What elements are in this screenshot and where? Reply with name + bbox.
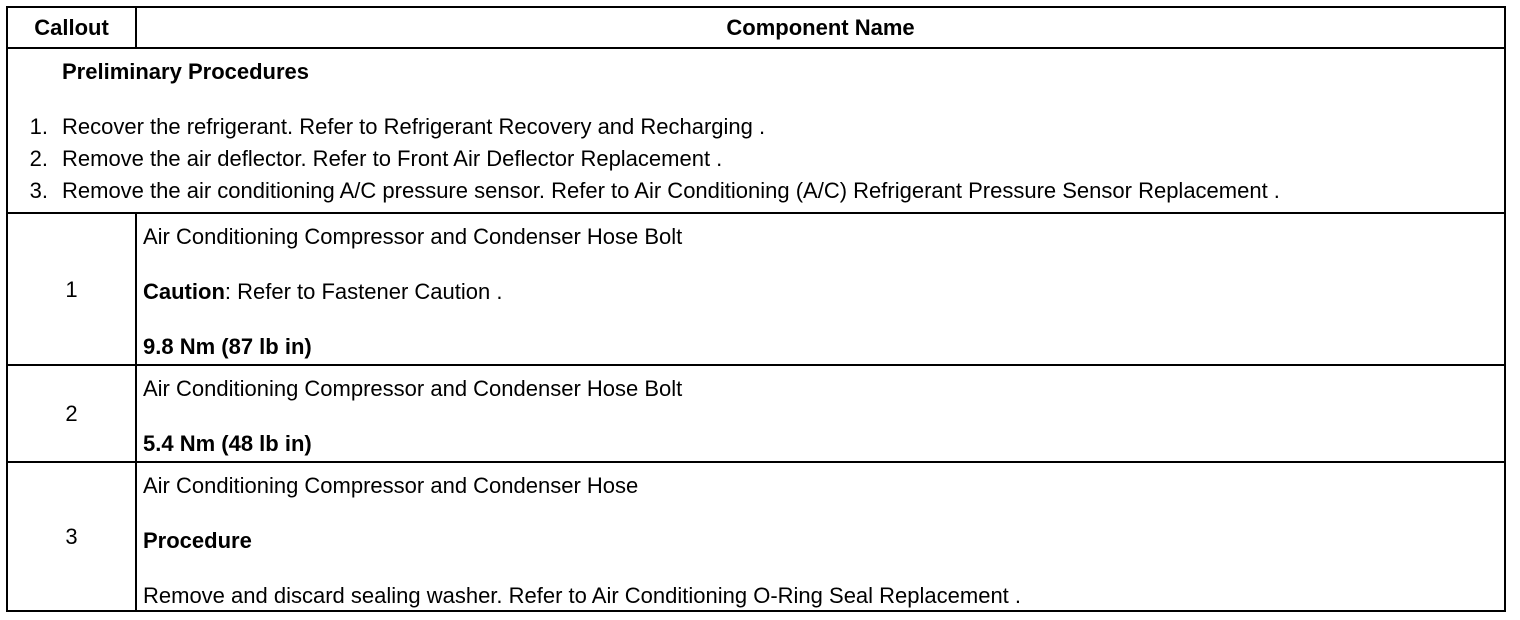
component-cell: [137, 366, 1504, 462]
component-name: Air Conditioning Compressor and Condenser Hose Bolt: [143, 224, 683, 249]
preliminary-step-number: 3.: [29, 178, 48, 203]
procedure-text: Remove and discard sealing washer. Refer to Air Conditioning O-Ring Seal Replacement .: [143, 583, 1022, 608]
preliminary-title: Preliminary Procedures: [62, 59, 310, 84]
table-row: [8, 212, 1504, 366]
caution-label: Caution: [143, 279, 225, 304]
preliminary-step-number: 2.: [29, 146, 48, 171]
caution-text: : Refer to Fastener Caution .: [224, 279, 503, 304]
preliminary-step-text: Remove the air deflector. Refer to Front Air Deflector Replacement .: [62, 146, 723, 171]
component-name: Air Conditioning Compressor and Condenser Hose Bolt: [143, 376, 683, 401]
torque-spec: 9.8 Nm (87 lb in): [143, 334, 312, 359]
table-header-row: [8, 8, 1504, 47]
callout-number: 1: [8, 214, 137, 366]
component-name: Air Conditioning Compressor and Condenser Hose: [143, 473, 639, 498]
preliminary-step-text: Recover the refrigerant. Refer to Refrigerant Recovery and Recharging .: [62, 114, 766, 139]
callout-number: 3: [8, 463, 137, 610]
component-cell: [137, 463, 1504, 610]
caution-line: [143, 279, 502, 305]
component-table: [6, 6, 1506, 612]
component-cell: [137, 214, 1504, 366]
table-row: [8, 461, 1504, 610]
preliminary-step-number: 1.: [29, 114, 48, 139]
component-name-header: Component Name: [726, 14, 915, 40]
procedure-label: Procedure: [143, 528, 252, 553]
callout-number: 2: [8, 366, 137, 462]
callout-header: Callout: [8, 8, 137, 47]
table-row: [8, 364, 1504, 462]
torque-spec: 5.4 Nm (48 lb in): [143, 431, 312, 456]
preliminary-step-text: Remove the air conditioning A/C pressure sensor. Refer to Air Conditioning (A/C) Refrigerant Pressure Sensor Replacement .: [62, 178, 1280, 203]
preliminary-procedures-row: [8, 47, 1504, 214]
